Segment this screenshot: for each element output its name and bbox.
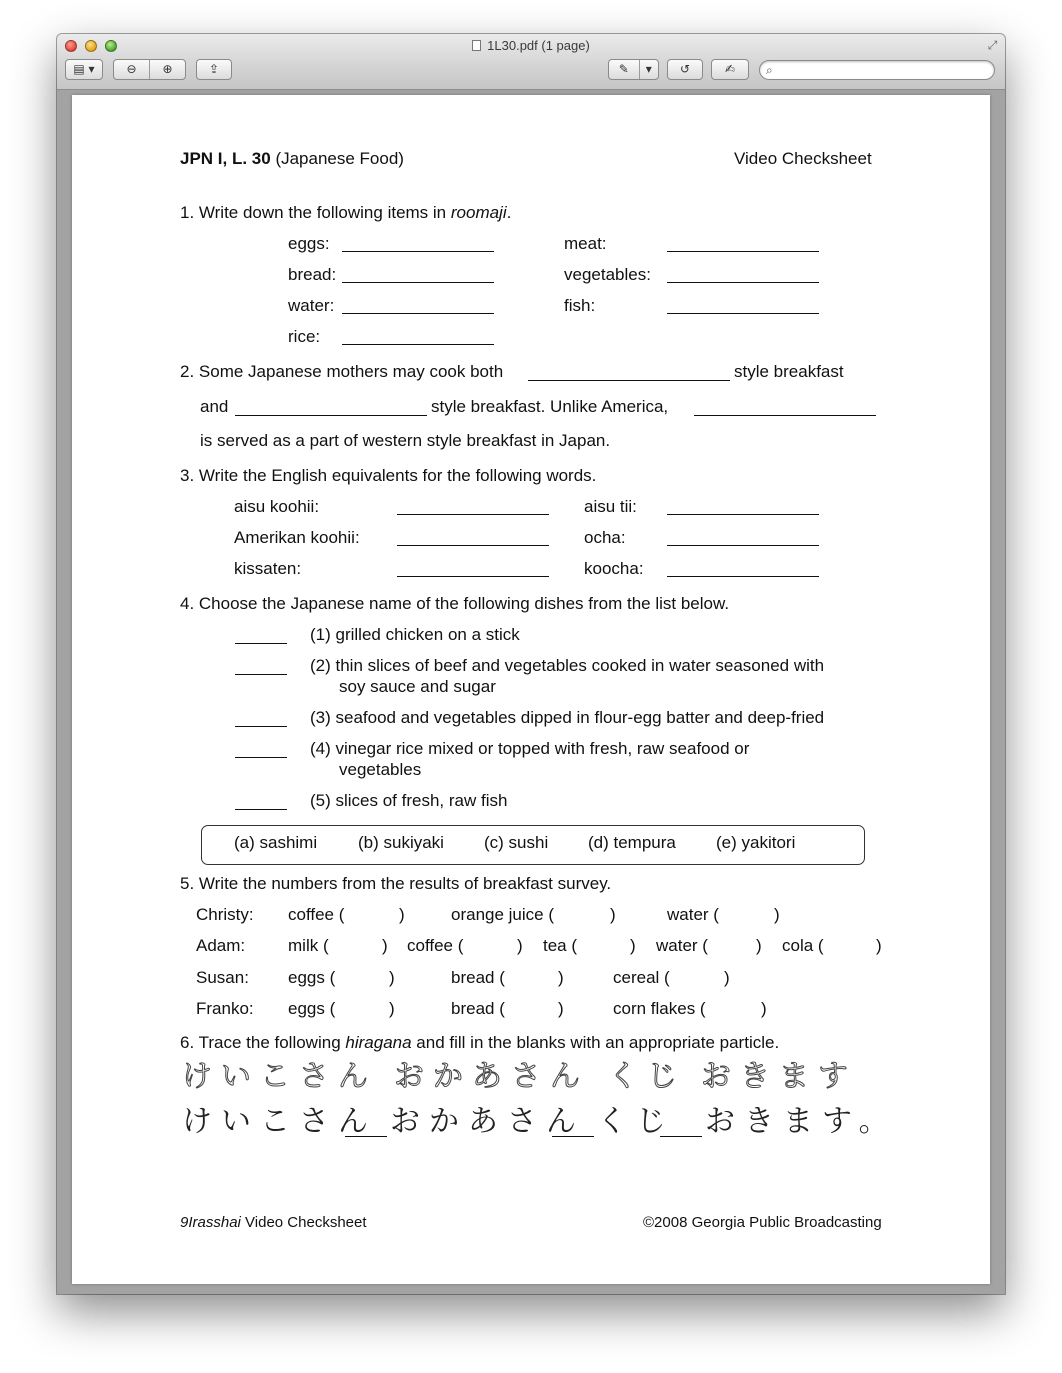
trace-word-3: くじ (608, 1059, 686, 1094)
footer-doc-type: Video Checksheet (245, 1214, 367, 1231)
fill-word-3: くじ (597, 1104, 675, 1139)
q3-word-aisu-tii: aisu tii: (584, 497, 637, 516)
q5-name-christy: Christy: (196, 905, 254, 924)
share-icon: ⇪ (208, 62, 220, 76)
zoom-in-button[interactable] (149, 60, 185, 79)
rotate-icon: ↺ (679, 62, 691, 76)
pen-icon: ✎ (618, 62, 629, 76)
question-6-prompt (180, 1033, 779, 1053)
q4-item-3: (3) seafood and vegetables dipped in flour-egg batter and deep-fried (310, 708, 825, 727)
footer-series-name: 9Irasshai (180, 1214, 241, 1231)
q5-close-paren: ) (630, 936, 636, 955)
q5-close-paren: ) (558, 968, 564, 987)
trace-word-2: おかあさん (394, 1059, 589, 1094)
search-field (759, 60, 995, 80)
q1-blank-bread[interactable] (342, 282, 494, 283)
markup-segmented-control (608, 59, 659, 80)
q1-item-water: water: (288, 296, 335, 315)
q4-blank-3[interactable] (235, 726, 287, 727)
q1-suffix: . (506, 203, 512, 222)
q3-blank-6[interactable] (667, 576, 819, 577)
q1-italic: roomaji (450, 203, 507, 222)
q1-blank-rice[interactable] (342, 344, 494, 345)
q1-item-eggs: eggs: (288, 234, 330, 253)
q5-adam-cola: cola ( (782, 936, 824, 955)
q5-christy-orange-juice: orange juice ( (451, 905, 555, 924)
fill-word-4: おきます。 (705, 1104, 898, 1139)
q1-item-vegetables: vegetables: (564, 265, 651, 284)
q1-item-rice: rice: (288, 327, 321, 346)
q4-choice-a: (a) sashimi (234, 833, 318, 852)
q4-blank-5[interactable] (235, 809, 287, 810)
fill-word-1: けいこさん (182, 1104, 377, 1139)
q1-blank-vegetables[interactable] (667, 282, 819, 283)
question-4-prompt: 4. Choose the Japanese name of the following dishes from the list below. (180, 594, 730, 613)
question-3-prompt: 3. Write the English equivalents for the following words. (180, 466, 597, 485)
q6-suffix: and fill in the blanks with an appropriate particle. (416, 1033, 780, 1052)
q5-adam-water: water ( (656, 936, 708, 955)
q5-close-paren: ) (389, 968, 395, 987)
window-title-text: 1L30.pdf (1 page) (487, 38, 590, 53)
search-input[interactable] (782, 62, 987, 78)
sidebar-button[interactable] (65, 59, 103, 80)
zoom-out-button[interactable] (114, 60, 149, 79)
q1-item-fish: fish: (564, 296, 596, 315)
question-5-prompt: 5. Write the numbers from the results of breakfast survey. (180, 874, 612, 893)
q1-blank-water[interactable] (342, 313, 494, 314)
document-type: Video Checksheet (734, 149, 872, 168)
pdf-page (72, 95, 990, 1284)
q5-adam-coffee: coffee ( (407, 936, 464, 955)
lesson-topic: (Japanese Food) (275, 149, 404, 168)
q1-item-meat: meat: (564, 234, 607, 253)
q5-close-paren: ) (610, 905, 616, 924)
markup-menu-button[interactable] (639, 60, 658, 79)
chevron-down-icon: ▾ (645, 62, 652, 76)
fill-word-2: おかあさん (390, 1104, 585, 1139)
q5-adam-milk: milk ( (288, 936, 329, 955)
q5-susan-bread: bread ( (451, 968, 505, 987)
trace-word-4: おきます (701, 1059, 857, 1094)
q3-blank-3[interactable] (397, 576, 549, 577)
q4-item-4: (4) vinegar rice mixed or topped with fresh, raw seafood or (310, 739, 750, 758)
q5-name-adam: Adam: (196, 936, 246, 955)
q5-close-paren: ) (399, 905, 405, 924)
q5-franko-corn-flakes: corn flakes ( (613, 999, 706, 1018)
q4-choice-b: (b) sukiyaki (358, 833, 444, 852)
q4-choice-c: (c) sushi (484, 833, 549, 852)
q5-close-paren: ) (876, 936, 882, 955)
q4-item-5: (5) slices of fresh, raw fish (310, 791, 508, 810)
q1-blank-eggs[interactable] (342, 251, 494, 252)
q2-line2-b: style breakfast. Unlike America, (431, 397, 669, 416)
edit-icon: ✍ (724, 62, 736, 76)
preview-window (57, 34, 1005, 1294)
search-icon: ⌕ (766, 63, 773, 77)
q3-blank-1[interactable] (397, 514, 549, 515)
q5-christy-water: water ( (667, 905, 719, 924)
q1-item-bread: bread: (288, 265, 337, 284)
q5-susan-cereal: cereal ( (613, 968, 670, 987)
lesson-label: JPN I, L. 30 (180, 149, 271, 168)
q6-italic: hiragana (345, 1033, 412, 1052)
footer-copyright: ©2008 Georgia Public Broadcasting (643, 1214, 882, 1231)
q2-line1-b: style breakfast (734, 362, 844, 381)
q5-close-paren: ) (517, 936, 523, 955)
particle-blank-2[interactable] (552, 1136, 594, 1137)
trace-word-1: けいこさん (182, 1059, 377, 1094)
q3-word-kissaten: kissaten: (234, 559, 302, 578)
q5-franko-bread: bread ( (451, 999, 505, 1018)
q3-word-ocha: ocha: (584, 528, 626, 547)
q2-line2-a: and (200, 397, 229, 416)
q5-close-paren: ) (382, 936, 388, 955)
q4-blank-2[interactable] (235, 674, 287, 675)
q3-word-amerikan-koohii: Amerikan koohii: (234, 528, 360, 547)
document-icon (472, 40, 481, 51)
q1-prefix: 1. Write down the following items in (180, 203, 447, 222)
q2-line1-a: 2. Some Japanese mothers may cook both (180, 362, 504, 381)
q2-line3: is served as a part of western style breakfast in Japan. (200, 431, 611, 450)
question-1-prompt (180, 203, 511, 223)
q3-word-aisu-koohii: aisu koohii: (234, 497, 320, 516)
share-button[interactable] (196, 59, 232, 80)
q5-close-paren: ) (558, 999, 564, 1018)
fullscreen-icon[interactable]: ⤢ (987, 38, 998, 52)
q3-blank-2[interactable] (397, 545, 549, 546)
rotate-button[interactable] (667, 59, 703, 80)
window-title (57, 38, 1005, 53)
q5-close-paren: ) (761, 999, 767, 1018)
q4-choice-e: (e) yakitori (716, 833, 796, 852)
particle-blank-1[interactable] (345, 1136, 387, 1137)
footer-left (180, 1213, 367, 1233)
q5-adam-tea: tea ( (543, 936, 578, 955)
q2-blank-3[interactable] (694, 415, 876, 416)
q6-prefix: 6. Trace the following (180, 1033, 341, 1052)
q5-close-paren: ) (724, 968, 730, 987)
q5-close-paren: ) (389, 999, 395, 1018)
q4-blank-1[interactable] (235, 643, 287, 644)
q5-close-paren: ) (756, 936, 762, 955)
q4-item-2: (2) thin slices of beef and vegetables cooked in water seasoned with (310, 656, 825, 675)
q1-blank-fish[interactable] (667, 313, 819, 314)
q4-item-2-cont: soy sauce and sugar (339, 677, 496, 696)
q1-blank-meat[interactable] (667, 251, 819, 252)
q3-blank-5[interactable] (667, 545, 819, 546)
q5-christy-coffee: coffee ( (288, 905, 345, 924)
q4-choice-d: (d) tempura (588, 833, 676, 852)
q4-item-1: (1) grilled chicken on a stick (310, 625, 520, 644)
q3-word-koocha: koocha: (584, 559, 644, 578)
q3-blank-4[interactable] (667, 514, 819, 515)
zoom-segmented-control (113, 59, 186, 80)
q4-item-4-cont: vegetables (339, 760, 422, 779)
zoom-out-icon: ⊖ (126, 62, 137, 76)
document-header (180, 149, 404, 169)
q5-close-paren: ) (774, 905, 780, 924)
q5-franko-eggs: eggs ( (288, 999, 336, 1018)
markup-button[interactable] (609, 60, 639, 79)
title-bar (57, 34, 1005, 90)
zoom-in-icon: ⊕ (162, 62, 173, 76)
q4-blank-4[interactable] (235, 757, 287, 758)
q5-susan-eggs: eggs ( (288, 968, 336, 987)
sidebar-icon: ▤ ▾ (73, 62, 95, 76)
edit-button[interactable] (711, 59, 749, 80)
q2-blank-2[interactable] (235, 415, 427, 416)
q5-name-susan: Susan: (196, 968, 249, 987)
q2-blank-1[interactable] (528, 380, 730, 381)
q5-name-franko: Franko: (196, 999, 254, 1018)
particle-blank-3[interactable] (660, 1136, 702, 1137)
